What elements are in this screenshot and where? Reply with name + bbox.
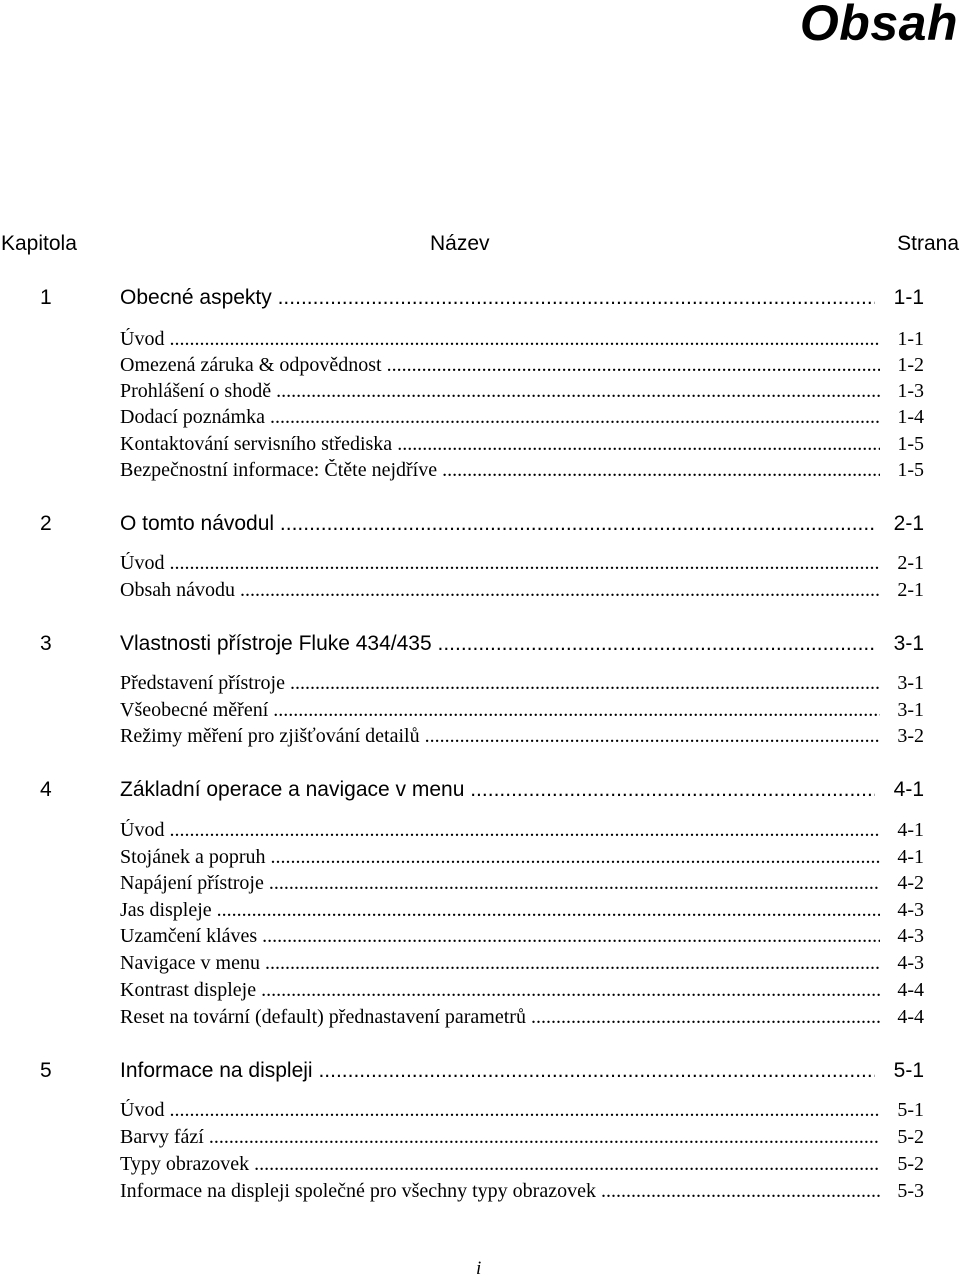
chapter-number: 1 — [40, 286, 52, 309]
column-header-name: Název — [430, 232, 490, 255]
toc-section[interactable] — [0, 406, 960, 432]
toc-chapter[interactable] — [0, 778, 960, 804]
section-page: 5-3 — [897, 1180, 924, 1202]
toc-chapter[interactable] — [0, 286, 960, 312]
chapter-page: 1-1 — [893, 286, 924, 309]
section-page: 4-3 — [897, 925, 924, 947]
section-page: 1-5 — [897, 459, 924, 481]
chapter-page: 2-1 — [893, 512, 924, 535]
toc-section[interactable] — [0, 579, 960, 605]
section-page: 3-1 — [897, 699, 924, 721]
section-title: Omezená záruka & odpovědnost ..... — [120, 354, 880, 377]
section-title: Kontrast displeje ..... — [120, 979, 880, 1002]
section-title: Jas displeje ..... — [120, 899, 880, 922]
toc-section[interactable] — [0, 1006, 960, 1032]
section-page: 3-2 — [897, 725, 924, 747]
column-header-page: Strana — [897, 232, 959, 255]
section-title: Typy obrazovek ..... — [120, 1153, 880, 1176]
section-title: Režimy měření pro zjišťování detailů ..... — [120, 725, 880, 748]
section-page: 1-4 — [897, 406, 924, 428]
toc-section[interactable] — [0, 819, 960, 845]
toc-section[interactable] — [0, 552, 960, 578]
section-page: 5-2 — [897, 1153, 924, 1175]
chapter-page: 3-1 — [893, 632, 924, 655]
section-page: 5-2 — [897, 1126, 924, 1148]
section-title: Úvod ..... — [120, 1099, 880, 1122]
toc-section[interactable] — [0, 1180, 960, 1206]
toc-section[interactable] — [0, 328, 960, 354]
chapter-number: 4 — [40, 778, 52, 801]
section-page: 4-3 — [897, 952, 924, 974]
section-page: 4-3 — [897, 899, 924, 921]
section-title: Reset na tovární (default) přednastavení parametrů ..... — [120, 1006, 880, 1029]
section-title: Barvy fází ..... — [120, 1126, 880, 1149]
toc-chapter[interactable] — [0, 632, 960, 658]
section-title: Napájení přístroje ..... — [120, 872, 880, 895]
section-title: Prohlášení o shodě ..... — [120, 380, 880, 403]
section-title: Dodací poznámka ..... — [120, 406, 880, 429]
section-title: Všeobecné měření ..... — [120, 699, 880, 722]
column-header-chapter: Kapitola — [1, 232, 77, 255]
section-title: Navigace v menu ..... — [120, 952, 880, 975]
toc-section[interactable] — [0, 672, 960, 698]
section-title: Kontaktování servisního střediska ..... — [120, 433, 880, 456]
toc-section[interactable] — [0, 699, 960, 725]
section-page: 4-2 — [897, 872, 924, 894]
section-title: Úvod ..... — [120, 328, 880, 351]
section-title: Obsah návodu ..... — [120, 579, 880, 602]
toc-section[interactable] — [0, 354, 960, 380]
toc-section[interactable] — [0, 1153, 960, 1179]
section-title: Uzamčení kláves ..... — [120, 925, 880, 948]
page-title: Obsah — [799, 0, 958, 51]
chapter-title: Informace na displeji ..... — [120, 1059, 875, 1083]
toc-section[interactable] — [0, 925, 960, 951]
page-number-footer: i — [476, 1258, 482, 1279]
toc-section[interactable] — [0, 846, 960, 872]
section-page: 4-1 — [897, 846, 924, 868]
section-title: Úvod ..... — [120, 819, 880, 842]
toc-section[interactable] — [0, 725, 960, 751]
chapter-number: 5 — [40, 1059, 52, 1082]
chapter-number: 3 — [40, 632, 52, 655]
toc-section[interactable] — [0, 952, 960, 978]
section-page: 1-2 — [897, 354, 924, 376]
toc-section[interactable] — [0, 1099, 960, 1125]
toc-section[interactable] — [0, 872, 960, 898]
section-page: 4-4 — [897, 979, 924, 1001]
section-title: Bezpečnostní informace: Čtěte nejdříve ..... — [120, 459, 880, 482]
section-page: 1-5 — [897, 433, 924, 455]
chapter-title: O tomto návodul ..... — [120, 512, 875, 536]
section-title: Informace na displeji společné pro všechny typy obrazovek ..... — [120, 1180, 880, 1203]
chapter-title: Vlastnosti přístroje Fluke 434/435 ..... — [120, 632, 875, 656]
toc-section[interactable] — [0, 380, 960, 406]
section-page: 2-1 — [897, 579, 924, 601]
section-page: 1-1 — [897, 328, 924, 350]
chapter-page: 5-1 — [893, 1059, 924, 1082]
section-page: 4-1 — [897, 819, 924, 841]
toc-section[interactable] — [0, 979, 960, 1005]
section-title: Stojánek a popruh ..... — [120, 846, 880, 869]
section-title: Úvod ..... — [120, 552, 880, 575]
section-page: 3-1 — [897, 672, 924, 694]
section-page: 1-3 — [897, 380, 924, 402]
section-title: Představení přístroje ..... — [120, 672, 880, 695]
toc-chapter[interactable] — [0, 512, 960, 538]
chapter-number: 2 — [40, 512, 52, 535]
toc-section[interactable] — [0, 459, 960, 485]
chapter-title: Základní operace a navigace v menu ..... — [120, 778, 875, 802]
toc-section[interactable] — [0, 1126, 960, 1152]
chapter-title: Obecné aspekty ..... — [120, 286, 875, 310]
chapter-page: 4-1 — [893, 778, 924, 801]
section-page: 2-1 — [897, 552, 924, 574]
section-page: 5-1 — [897, 1099, 924, 1121]
toc-section[interactable] — [0, 899, 960, 925]
toc-chapter[interactable] — [0, 1059, 960, 1085]
section-page: 4-4 — [897, 1006, 924, 1028]
toc-section[interactable] — [0, 433, 960, 459]
